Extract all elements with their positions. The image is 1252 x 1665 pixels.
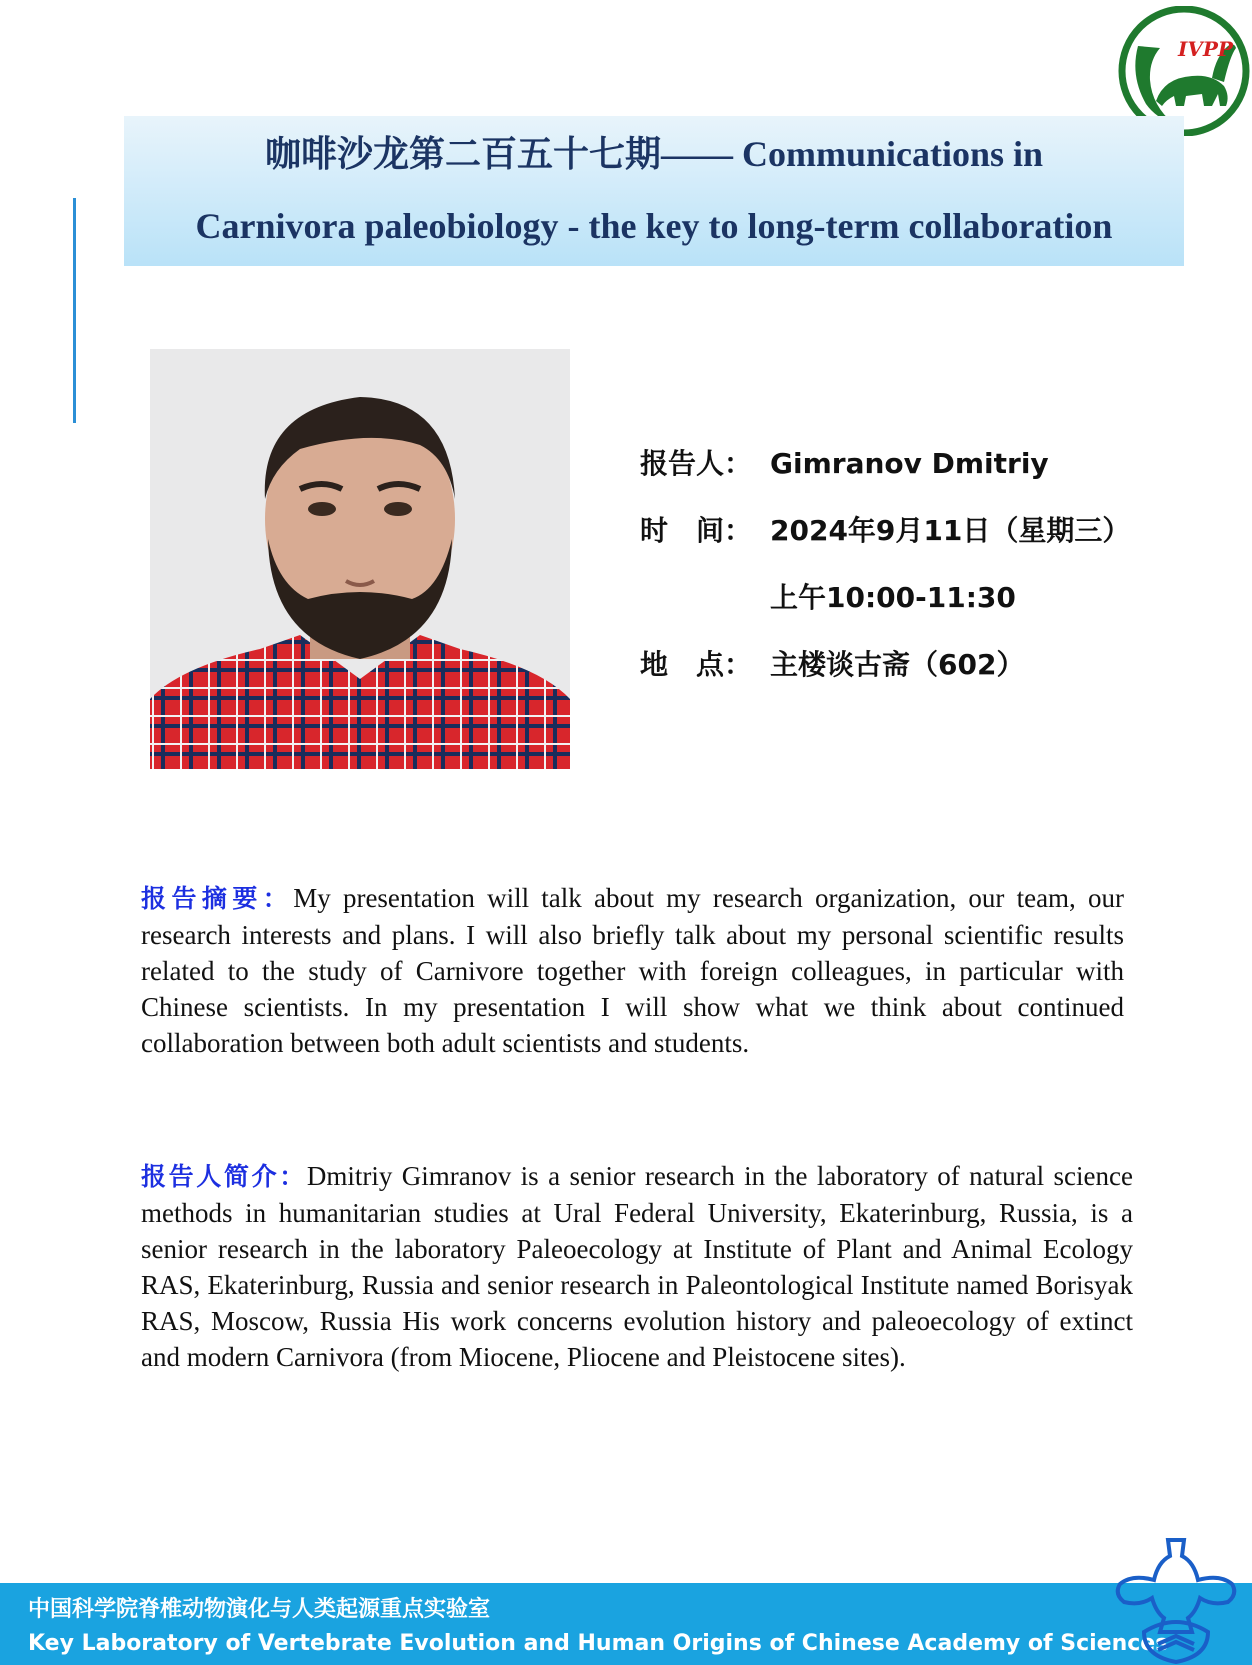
place-value: 主楼谈古斋（602） xyxy=(770,648,1025,681)
bio-text: Dmitriy Gimranov is a senior research in the laboratory of natural science methods in humanitarian studies at Ural Federal University, Ekaterinburg, Russia, is a senior research in the laboratory Paleoecology at Institute of Plant and Animal Ecology RAS, Ekaterinburg, Russia and senior research in Paleontological Institute named Borisyak RAS, Moscow, Russia His work concerns evolution history and paleoecology of extinct and modern Carnivora (from Miocene, Pliocene and Pleistocene sites). xyxy=(141,1161,1133,1372)
time-label: 时 间： xyxy=(640,514,753,547)
title-line-1: 咖啡沙龙第二百五十七期—— Communications in xyxy=(264,134,1044,174)
abstract-label: 报告摘要： xyxy=(141,884,294,913)
time-value: 2024年9月11日（星期三） xyxy=(770,514,1131,547)
title-line-2: Carnivora paleobiology - the key to long-term collaboration xyxy=(195,206,1113,246)
place-row xyxy=(640,631,1200,698)
footer-bar xyxy=(0,1583,1252,1665)
bio-section xyxy=(141,1158,1133,1375)
speaker-value: Gimranov Dmitriy xyxy=(770,447,1049,480)
abstract-section xyxy=(141,880,1124,1061)
time-row-2 xyxy=(640,564,1200,631)
speaker-photo xyxy=(150,349,570,769)
event-info xyxy=(640,430,1200,698)
footer-cn: 中国科学院脊椎动物演化与人类起源重点实验室 xyxy=(28,1597,491,1622)
time-row xyxy=(640,497,1200,564)
title-banner xyxy=(124,116,1184,266)
lab-emblem-icon xyxy=(1108,1532,1244,1665)
accent-line xyxy=(73,198,76,423)
place-label: 地 点： xyxy=(640,648,753,681)
speaker-label: 报告人： xyxy=(640,447,753,480)
svg-text:IVPP: IVPP xyxy=(1178,37,1233,61)
footer-en: Key Laboratory of Vertebrate Evolution and Human Origins of Chinese Academy of Sciences xyxy=(28,1631,1169,1656)
speaker-row xyxy=(640,430,1200,497)
bio-label: 报告人简介： xyxy=(141,1162,307,1191)
abstract-text: My presentation will talk about my research organization, our team, our research interests and plans. I will also briefly talk about my personal scientific results related to the study of Carnivore together with foreign colleagues, in particular with Chinese scientists. In my presentation I will show what we think about continued collaboration between both adult scientists and students. xyxy=(141,883,1124,1058)
time-value-2: 上午10:00-11:30 xyxy=(770,581,1016,614)
